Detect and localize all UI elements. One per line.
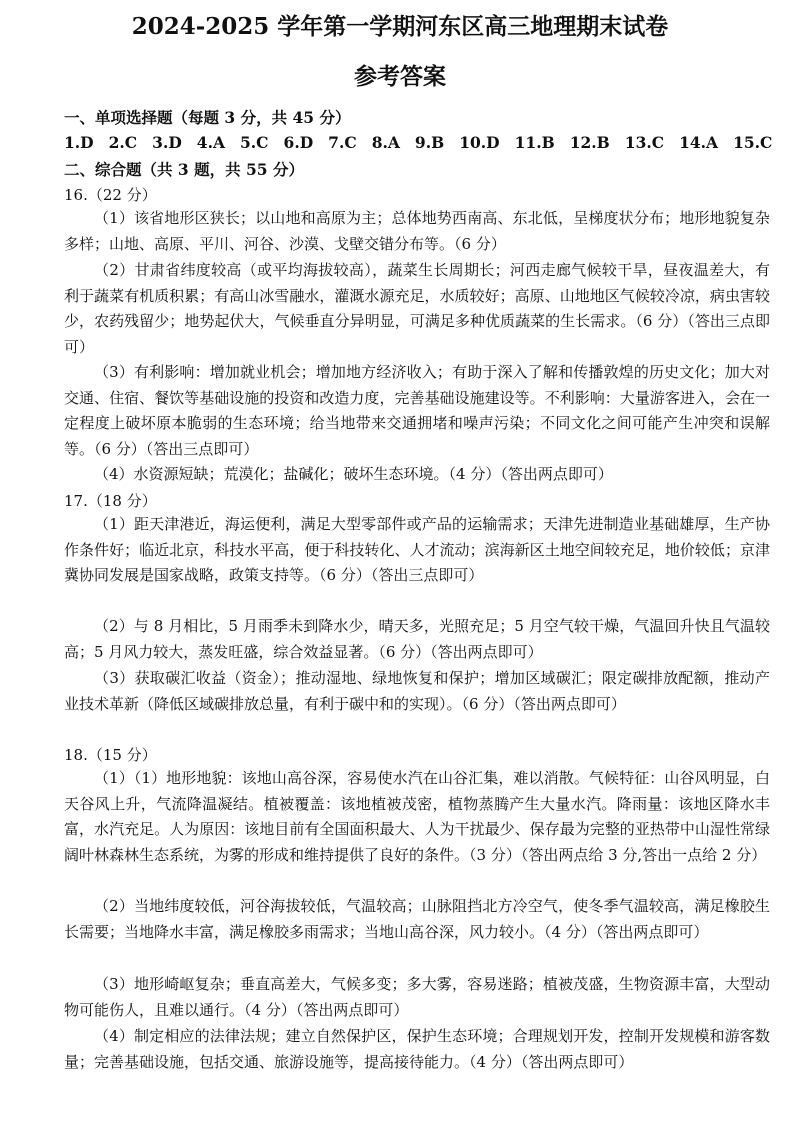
answer-item: 5.C (240, 133, 269, 152)
answer-item: 8.A (371, 133, 400, 152)
answer-item: 14.A (679, 133, 719, 152)
answer-item: 13.C (624, 133, 665, 152)
section-1-heading: 一、单项选择题（每题 3 分，共 45 分） (64, 108, 351, 127)
q16-answer-4: （4）水资源短缺；荒漠化；盐碱化；破坏生态环境。（4 分）（答出两点即可） (94, 465, 613, 483)
answer-item: 6.D (283, 133, 314, 152)
q18-answer-3: （3）地形崎岖复杂；垂直高差大，气候多变；多大雾，容易迷路；植被茂盛，生物资源丰富，大型动物可能伤人，且难以通行。（4 分）（答出两点即可） (64, 975, 770, 1019)
page-subtitle: 参考答案 (354, 63, 446, 90)
question-16-heading: 16.（22 分） (64, 186, 157, 204)
page-title: 2024-2025 学年第一学期河东区高三地理期末试卷 (131, 13, 669, 40)
answer-item: 15.C (733, 133, 773, 152)
q18-answer-4: （4）制定相应的法律法规；建立自然保护区，保护生态环境；合理规划开发，控制开发规模和游客数量；完善基础设施，包括交通、旅游设施等，提高接待能力。（4 分）（答出两点即可） (64, 1027, 770, 1071)
answer-item: 4.A (196, 133, 225, 152)
answer-item: 3.D (152, 133, 182, 152)
q16-answer-3: （3）有利影响：增加就业机会；增加地方经济收入；有助于深入了解和传播敦煌的历史文化；加大对交通、住宿、餐饮等基础设施的投资和改造力度，完善基础设施建设等。不利影响：大量游客进入，会在一定程度上破坏原本脆弱的生态环境；给当地带来交通拥堵和噪声污染；不同文化之间可能产生冲突和误解等。（6 分）（答出三点即可） (64, 363, 770, 458)
q16-answer-1: （1）该省地形区狭长；以山地和高原为主；总体地势西南高、东北低，呈梯度状分布；地形地貌复杂多样；山地、高原、平川、河谷、沙漠、戈壁交错分布等。（6 分） (64, 209, 770, 253)
choice-answers (64, 133, 773, 152)
answer-item: 10.D (459, 133, 500, 152)
answer-item: 11.B (514, 133, 555, 152)
answer-item: 12.B (569, 133, 610, 152)
q17-answer-2: （2）与 8 月相比，5 月雨季未到降水少，晴天多，光照充足；5 月空气较干燥，气温回升快且气温较高；5 月风力较大，蒸发旺盛，综合效益显著。（6 分）（答出两点即可） (64, 617, 770, 661)
q18-answer-2: （2）当地纬度较低，河谷海拔较低，气温较高；山脉阻挡北方冷空气，使冬季气温较高，满足橡胶生长需要；当地降水丰富，满足橡胶多雨需求；当地山高谷深，风力较小。（4 分）（答出两点即可） (64, 897, 770, 941)
answer-item: 1.D (64, 133, 94, 152)
answer-item: 2.C (108, 133, 138, 152)
section-2-heading: 二、综合题（共 3 题，共 55 分） (64, 160, 304, 179)
q17-answer-3: （3）获取碳汇收益（资金）；推动湿地、绿地恢复和保护；增加区域碳汇；限定碳排放配额，推动产业技术革新（降低区域碳排放总量，有利于碳中和的实现）。（6 分）（答出两点即可） (64, 669, 770, 713)
q18-answer-1: （1）（1）地形地貌：该地山高谷深，容易使水汽在山谷汇集，难以消散。气候特征：山谷风明显，白天谷风上升，气流降温凝结。植被覆盖：该地植被茂密，植物蒸腾产生大量水汽。降雨量：该地区降水丰富，水汽充足。人为原因：该地目前有全国面积最大、人为干扰最少、保存最为完整的亚热带中山湿性常绿阔叶林森林生态系统，为雾的形成和维持提供了良好的条件。（3 分）（答出两点给 3 分,答出一点给 2 分） (64, 769, 770, 864)
question-18-heading: 18.（15 分） (64, 746, 157, 764)
answer-item: 7.C (328, 133, 357, 152)
q16-answer-2: （2）甘肃省纬度较高（或平均海拔较高），蔬菜生长周期长；河西走廊气候较干旱，昼夜温差大，有利于蔬菜有机质积累；有高山冰雪融水，灌溉水源充足，水质较好；高原、山地地区气候较冷凉，病虫害较少，农药残留少；地势起伏大，气候垂直分异明显，可满足多种优质蔬菜的生长需求。（6 分）（答出三点即可） (64, 261, 770, 356)
answer-item: 9.B (414, 133, 445, 152)
q17-answer-1: （1）距天津港近，海运便利，满足大型零部件或产品的运输需求；天津先进制造业基础雄厚，生产协作条件好；临近北京，科技水平高，便于科技转化、人才流动；滨海新区土地空间较充足，地价较低；京津冀协同发展是国家战略，政策支持等。（6 分）（答出三点即可） (64, 515, 770, 585)
question-17-heading: 17.（18 分） (64, 492, 157, 510)
